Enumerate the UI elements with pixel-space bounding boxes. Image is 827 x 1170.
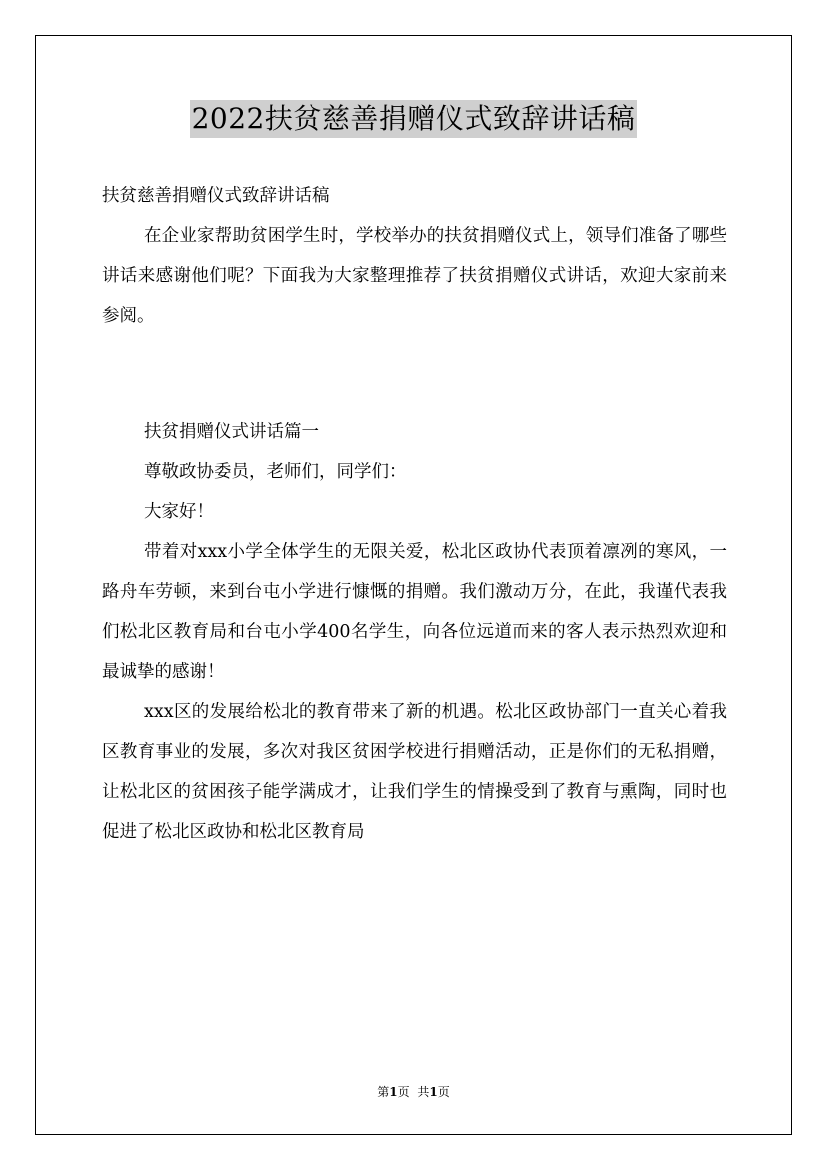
page-prefix: 第 (377, 1085, 390, 1099)
page-total: 1 (429, 1085, 438, 1099)
section-heading: 扶贫捐赠仪式讲话篇一 (144, 422, 319, 442)
total-suffix: 页 (437, 1085, 450, 1099)
total-prefix: 共 (417, 1085, 430, 1099)
document-title: 2022扶贫慈善捐赠仪式致辞讲话稿 (190, 100, 638, 138)
page-current: 1 (389, 1085, 398, 1099)
paragraph-gap (102, 336, 727, 412)
greeting: 大家好！ (144, 502, 214, 522)
title-container (0, 100, 827, 138)
intro-paragraph: 在企业家帮助贫困学生时，学校举办的扶贫捐赠仪式上，领导们准备了哪些讲话来感谢他们呢？下面我为大家整理推荐了扶贫捐赠仪式讲话，欢迎大家前来参阅。 (102, 226, 727, 326)
document-body (102, 176, 727, 852)
body-paragraph-1: 带着对xxx小学全体学生的无限关爱，松北区政协代表顶着凛冽的寒风，一路舟车劳顿，来到台屯小学进行慷慨的捐赠。我们激动万分，在此，我谨代表我们松北区教育局和台屯小学400名学生，向各位远道而来的客人表示热烈欢迎和最诚挚的感谢！ (102, 542, 727, 682)
page-footer (0, 1084, 827, 1100)
document-subtitle: 扶贫慈善捐赠仪式致辞讲话稿 (102, 186, 330, 206)
page-suffix: 页 (397, 1085, 410, 1099)
body-paragraph-2: xxx区的发展给松北的教育带来了新的机遇。松北区政协部门一直关心着我区教育事业的发展，多次对我区贫困学校进行捐赠活动，正是你们的无私捐赠，让松北区的贫困孩子能学满成才，让我们学生的情操受到了教育与熏陶，同时也促进了松北区政协和松北区教育局 (102, 702, 727, 842)
salutation: 尊敬政协委员，老师们，同学们： (144, 462, 407, 482)
